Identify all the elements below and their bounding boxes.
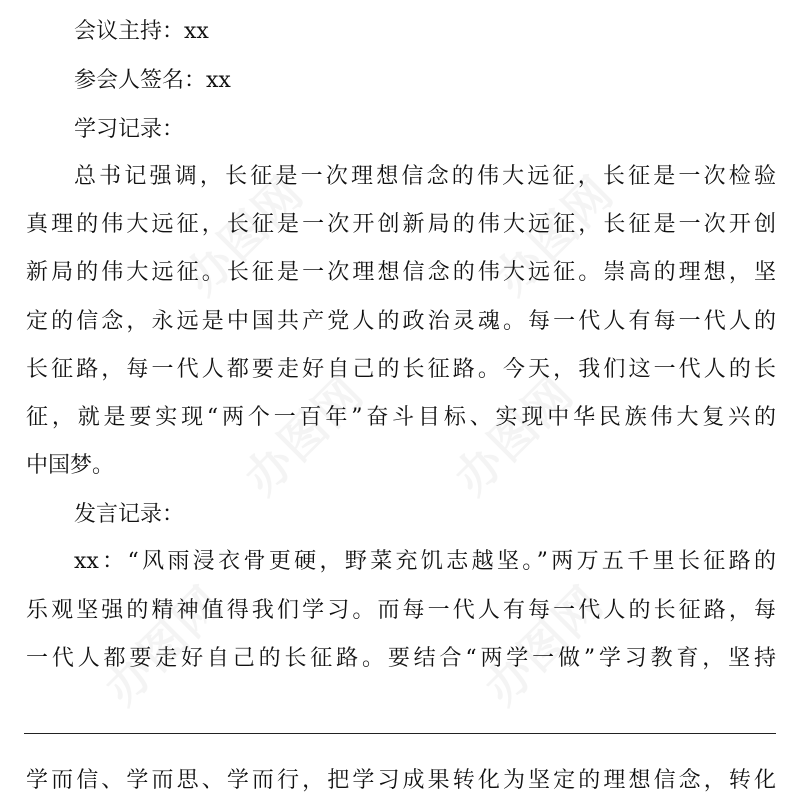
speech-record-line: xx：“风雨浸衣骨更硬，野菜充饥志越坚。”两万五千里长征路的	[74, 549, 776, 574]
page-break-divider	[24, 733, 776, 734]
study-record-line: 征，就是要实现“两个一百年”奋斗目标、实现中华民族伟大复兴的	[26, 405, 776, 430]
study-record-line: 中国梦。	[26, 453, 115, 478]
speech-record-heading: 发言记录：	[74, 502, 185, 527]
watermark-text: 办图网	[484, 165, 625, 306]
study-record-line: 定的信念，永远是中国共产党人的政治灵魂。每一代人有每一代人的	[26, 309, 776, 334]
study-record-heading: 学习记录：	[74, 117, 185, 142]
study-record-line: 总书记强调，长征是一次理想信念的伟大远征，长征是一次检验	[74, 164, 776, 189]
study-record-line: 新局的伟大远征。长征是一次理想信念的伟大远征。崇高的理想，坚	[26, 260, 776, 285]
attendees-signature-line: 参会人签名：xx	[74, 68, 231, 93]
speech-record-line: 乐观坚强的精神值得我们学习。而每一代人有每一代人的长征路，每	[26, 598, 776, 623]
watermark-text: 办图网	[474, 575, 615, 716]
watermark-text: 办图网	[234, 365, 375, 506]
speech-record-line: 一代人都要走好自己的长征路。要结合“两学一做”学习教育，坚持	[26, 646, 776, 671]
study-record-line: 长征路，每一代人都要走好自己的长征路。今天，我们这一代人的长	[26, 357, 776, 382]
watermark-text: 办图网	[174, 165, 315, 306]
next-page-first-line: 学而信、学而思、学而行，把学习成果转化为坚定的理想信念，转化	[26, 768, 776, 793]
watermark-text: 办图网	[444, 365, 585, 506]
study-record-line: 真理的伟大远征，长征是一次开创新局的伟大远征，长征是一次开创	[26, 212, 776, 237]
watermark-text: 办图网	[94, 575, 235, 716]
meeting-host-line: 会议主持：xx	[74, 19, 209, 44]
